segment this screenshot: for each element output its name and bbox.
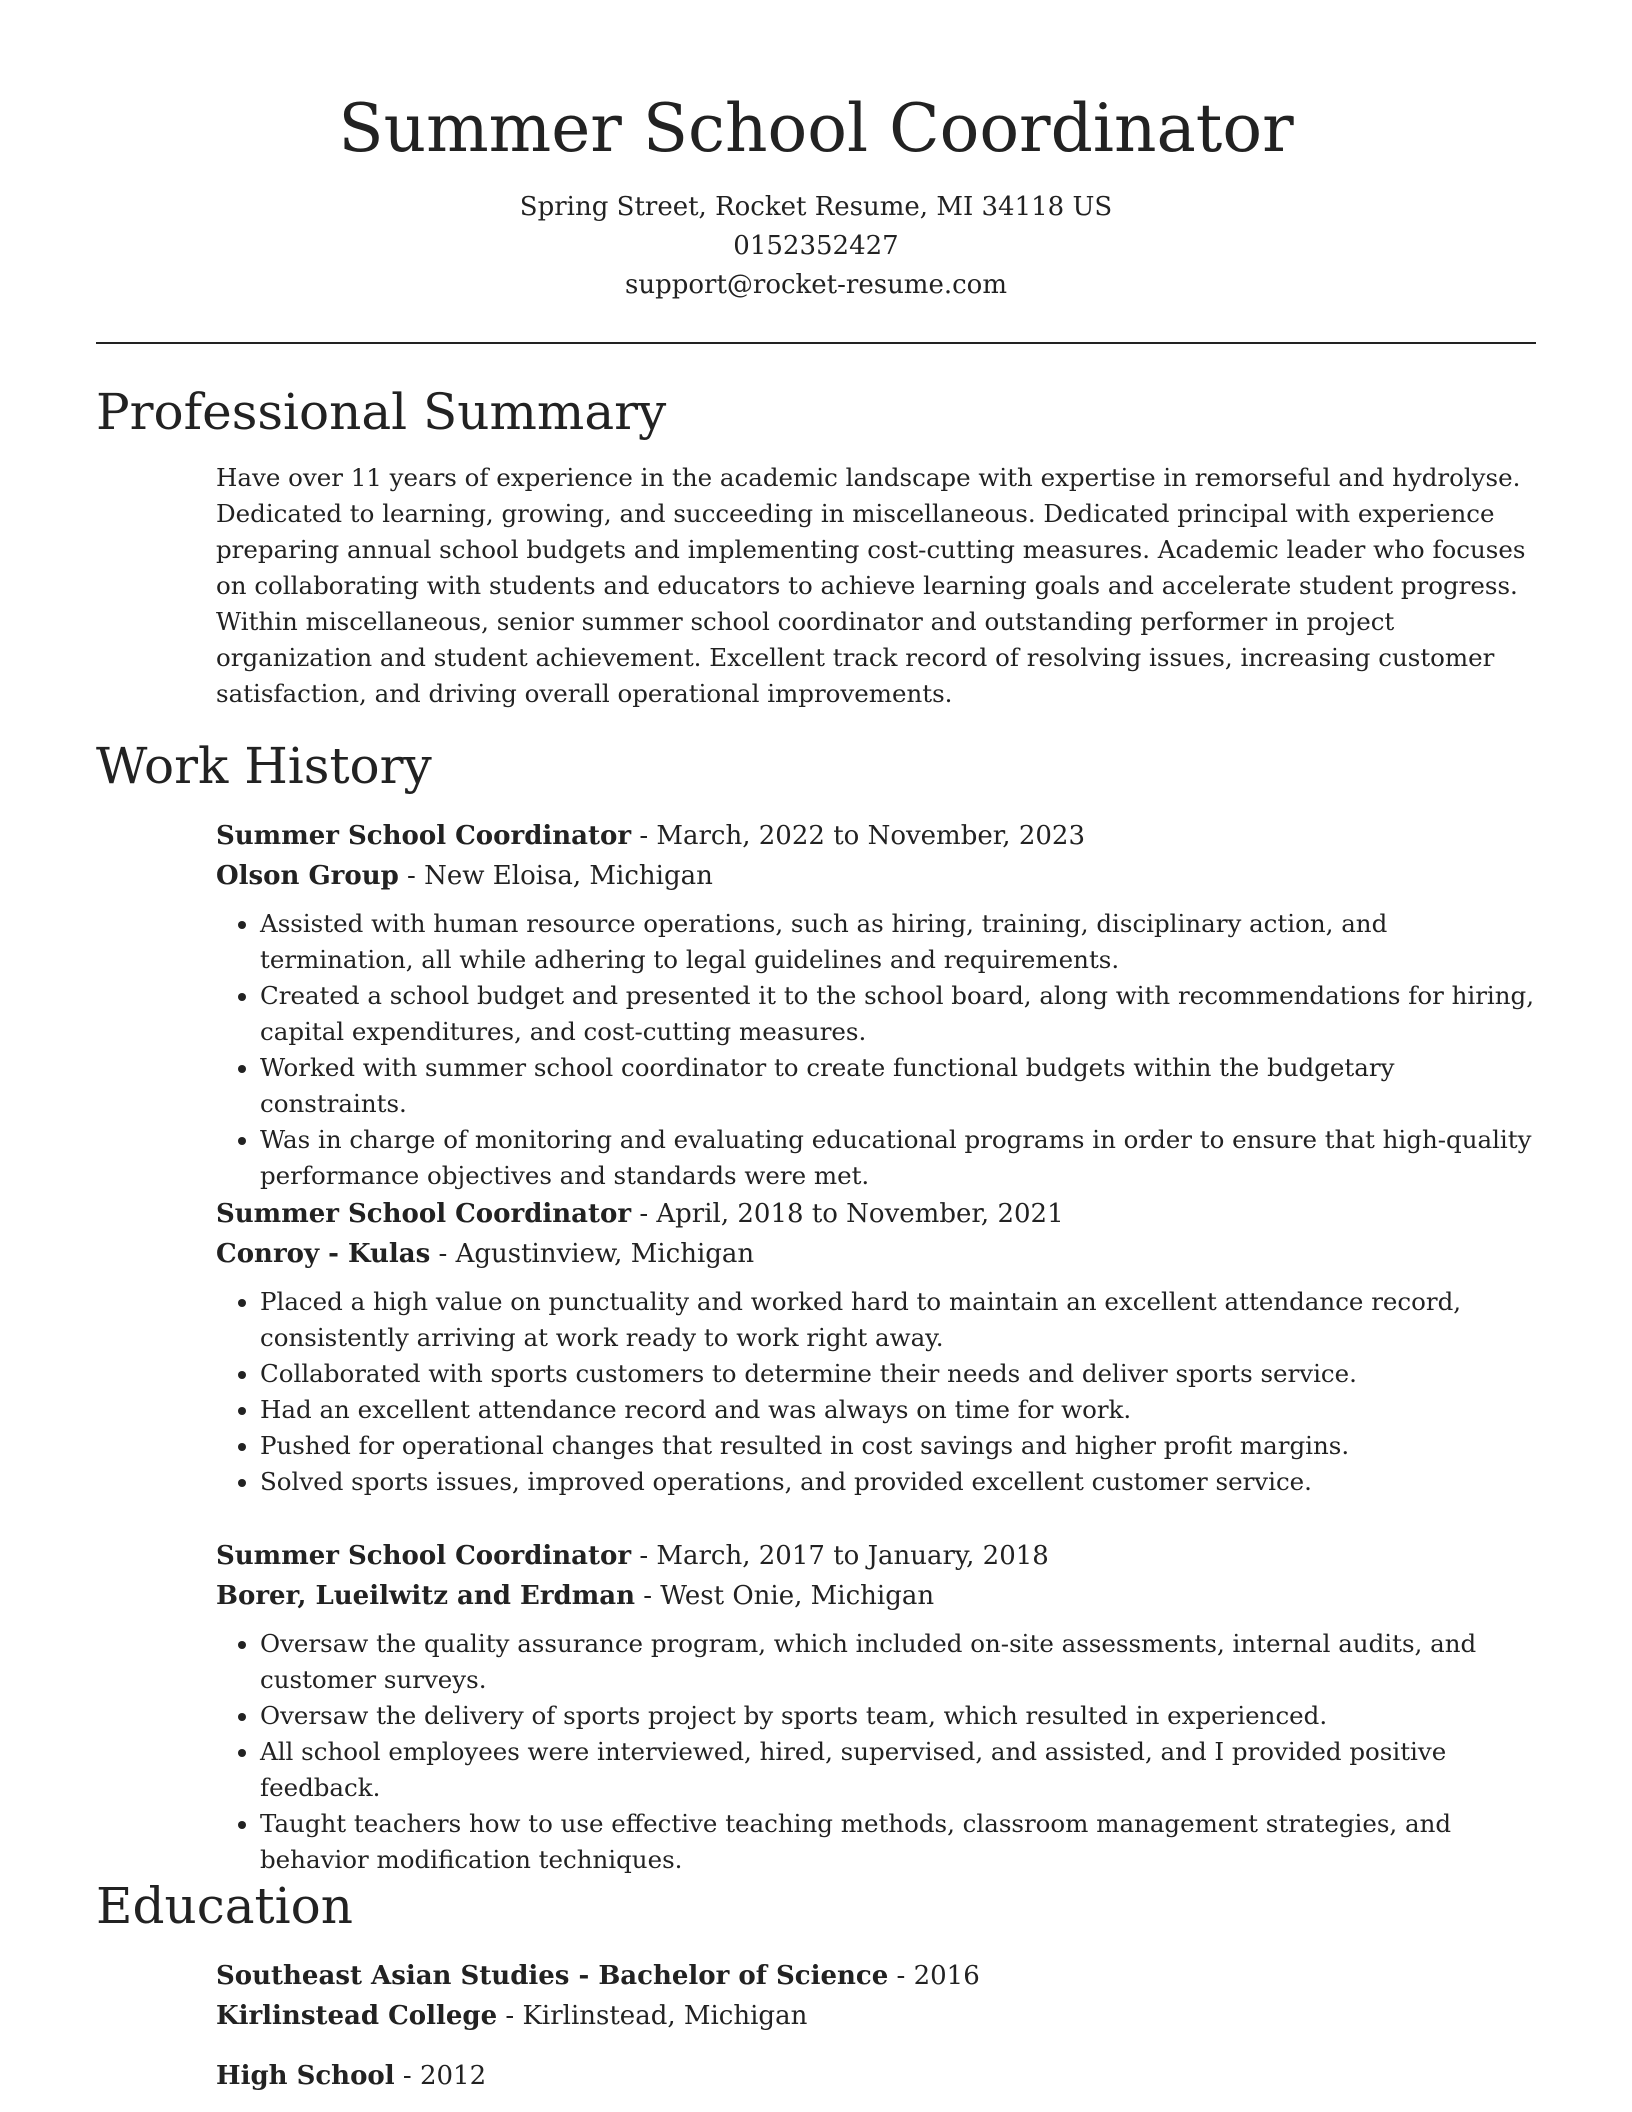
job-company: Borer, Lueilwitz and Erdman bbox=[216, 1581, 635, 1611]
job-role: Summer School Coordinator bbox=[216, 1541, 632, 1571]
job-title-line bbox=[216, 816, 1542, 856]
education-entry bbox=[216, 1956, 1542, 2036]
job-bullet: • Assisted with human resource operations, such as hiring, training, disciplinary action, and termination, all while adhering to legal guidelines and requirements. bbox=[260, 906, 1542, 978]
job-entry bbox=[216, 1536, 1542, 1878]
education-degree-line bbox=[216, 1956, 1542, 1996]
job-location: - Agustinview, Michigan bbox=[430, 1239, 755, 1269]
education-year: - 2012 bbox=[394, 2061, 487, 2091]
education-degree: High School bbox=[216, 2061, 395, 2091]
job-location: - West Onie, Michigan bbox=[634, 1581, 935, 1611]
job-bullet: • Solved sports issues, improved operations, and provided excellent customer service. bbox=[260, 1464, 1542, 1500]
job-bullet: • Created a school budget and presented it to the school board, along with recommendations for hiring, capital expenditures, and cost-cutting measures. bbox=[260, 978, 1542, 1050]
job-role: Summer School Coordinator bbox=[216, 1199, 632, 1229]
job-bullet: • Pushed for operational changes that resulted in cost savings and higher profit margins. bbox=[260, 1428, 1542, 1464]
job-company: Olson Group bbox=[216, 861, 399, 891]
work-history-heading: Work History bbox=[96, 737, 432, 795]
job-company: Conroy - Kulas bbox=[216, 1239, 431, 1269]
job-bullet: • Had an excellent attendance record and was always on time for work. bbox=[260, 1392, 1542, 1428]
summary-section bbox=[216, 460, 1542, 712]
job-bullets bbox=[216, 1626, 1542, 1878]
job-bullets bbox=[216, 906, 1542, 1194]
address: Spring Street, Rocket Resume, MI 34118 US bbox=[519, 192, 1113, 222]
education-heading: Education bbox=[96, 1877, 353, 1935]
job-bullet: • All school employees were interviewed, hired, supervised, and assisted, and I provided positive feedback. bbox=[260, 1734, 1542, 1806]
job-company-line bbox=[216, 1234, 1542, 1274]
job-company-line bbox=[216, 1576, 1542, 1616]
contact-info bbox=[0, 188, 1632, 305]
email: support@rocket-resume.com bbox=[624, 270, 1007, 300]
job-bullet: • Worked with summer school coordinator to create functional budgets within the budgetary constraints. bbox=[260, 1050, 1542, 1122]
job-entry bbox=[216, 1194, 1542, 1500]
job-dates: - April, 2018 to November, 2021 bbox=[631, 1199, 1064, 1229]
job-company-line bbox=[216, 856, 1542, 896]
education-school: Kirlinstead College bbox=[216, 2001, 498, 2031]
job-entry bbox=[216, 816, 1542, 1194]
job-bullet: • Taught teachers how to use effective teaching methods, classroom management strategies, and behavior modification techniques. bbox=[260, 1806, 1542, 1878]
education-degree-line bbox=[216, 2056, 1542, 2096]
job-location: - New Eloisa, Michigan bbox=[398, 861, 713, 891]
education-entry bbox=[216, 2056, 1542, 2096]
education-location: - Kirlinstead, Michigan bbox=[497, 2001, 808, 2031]
job-dates: - March, 2022 to November, 2023 bbox=[631, 821, 1085, 851]
resume-header bbox=[0, 84, 1632, 305]
job-title-line bbox=[216, 1536, 1542, 1576]
summary-heading: Professional Summary bbox=[96, 383, 667, 441]
phone: 0152352427 bbox=[733, 231, 899, 261]
job-role: Summer School Coordinator bbox=[216, 821, 632, 851]
job-bullet: • Oversaw the quality assurance program, which included on-site assessments, internal audits, and customer surveys. bbox=[260, 1626, 1542, 1698]
job-bullet: • Oversaw the delivery of sports project by sports team, which resulted in experienced. bbox=[260, 1698, 1542, 1734]
job-dates: - March, 2017 to January, 2018 bbox=[631, 1541, 1049, 1571]
education-year: - 2016 bbox=[888, 1961, 980, 1991]
job-bullet: • Collaborated with sports customers to determine their needs and deliver sports service. bbox=[260, 1356, 1542, 1392]
candidate-name: Summer School Coordinator bbox=[338, 90, 1294, 167]
education-school-line bbox=[216, 1996, 1542, 2036]
job-title-line bbox=[216, 1194, 1542, 1234]
job-bullets bbox=[216, 1284, 1542, 1500]
job-bullet: • Placed a high value on punctuality and worked hard to maintain an excellent attendance record, consistently arriving at work ready to work right away. bbox=[260, 1284, 1542, 1356]
summary-text: Have over 11 years of experience in the academic landscape with expertise in remorseful and hydrolyse. Dedicated to learning, growing, and succeeding in miscellaneous. Dedicated principal with experience preparing annual school budgets and implementing cost-cutting measures. Academic leader who focuses on collaborating with students and educators to achieve learning goals and accelerate student progress. Within miscellaneous, senior summer school coordinator and outstanding performer in project organization and student achievement. Excellent track record of resolving issues, increasing customer satisfaction, and driving overall operational improvements. bbox=[216, 463, 1526, 708]
job-bullet: • Was in charge of monitoring and evaluating educational programs in order to ensure that high-quality performance objectives and standards were met. bbox=[260, 1122, 1542, 1194]
education-degree: Southeast Asian Studies - Bachelor of Science bbox=[216, 1961, 889, 1991]
header-divider bbox=[96, 342, 1536, 344]
